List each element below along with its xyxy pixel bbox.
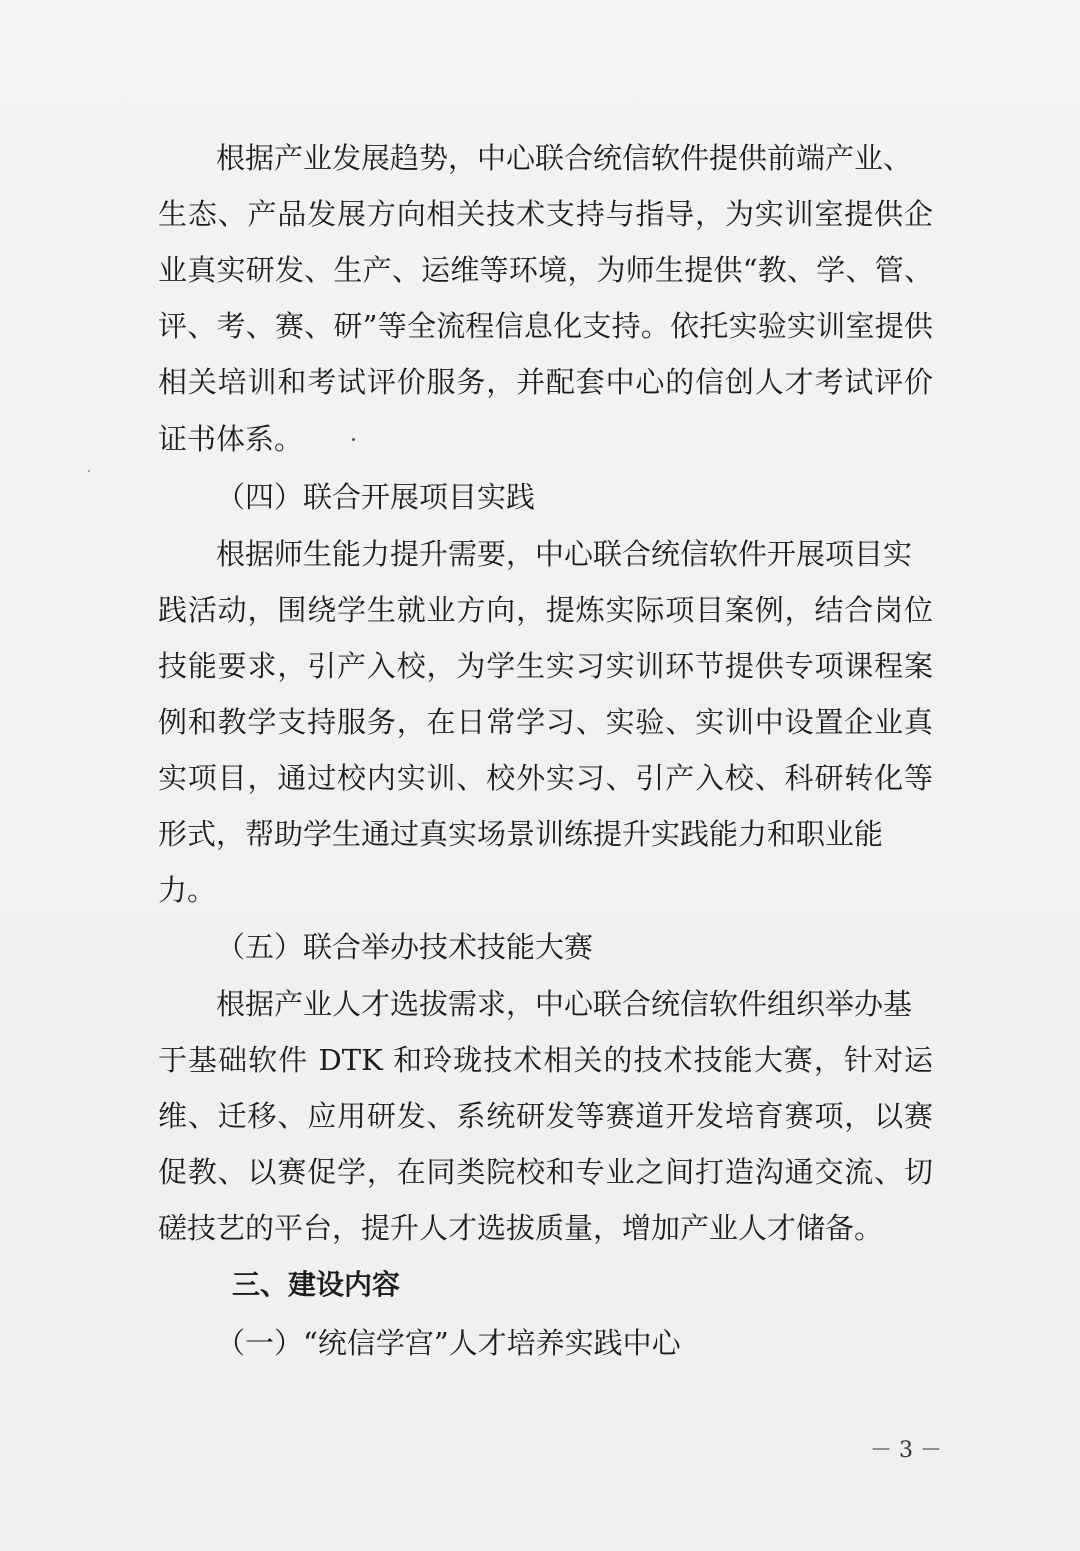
paragraph-line: 例和教学支持服务，在日常学习、实验、实训中设置企业真	[158, 705, 933, 739]
paragraph-line: 业真实研发、生产、运维等环境，为师生提供“教、学、管、	[158, 253, 933, 287]
scan-speck	[352, 438, 355, 441]
paragraph-line: 形式，帮助学生通过真实场景训练提升实践能力和职业能	[158, 817, 884, 851]
paragraph-line: 磋技艺的平台，提升人才选拔质量，增加产业人才储备。	[158, 1211, 884, 1245]
paragraph-line: 根据产业发展趋势，中心联合统信软件提供前端产业、	[216, 141, 913, 175]
chapter-heading: 三、建设内容	[232, 1268, 401, 1301]
paragraph-line: 证书体系。	[158, 422, 304, 456]
paragraph-line: 生态、产品发展方向相关技术支持与指导，为实训室提供企	[158, 197, 933, 231]
paragraph-line: 评、考、赛、研”等全流程信息化支持。依托实验实训室提供	[158, 309, 933, 343]
paragraph-line: 实项目，通过校内实训、校外实习、引产入校、科研转化等	[158, 761, 933, 795]
scan-speck	[88, 470, 90, 472]
paragraph-line: 根据师生能力提升需要，中心联合统信软件开展项目实	[216, 537, 913, 571]
section-heading: （五）联合举办技术技能大赛	[216, 930, 594, 964]
paragraph-line: 力。	[158, 873, 217, 907]
paragraph-line: 于基础软件 DTK 和玲珑技术相关的技术技能大赛，针对运	[158, 1043, 933, 1077]
section-heading: （四）联合开展项目实践	[216, 480, 536, 514]
paragraph-line: 根据产业人才选拔需求，中心联合统信软件组织举办基	[216, 987, 913, 1021]
paragraph-line: 维、迁移、应用研发、系统研发等赛道开发培育赛项，以赛	[158, 1099, 933, 1133]
paragraph-line: 相关培训和考试评价服务，并配套中心的信创人才考试评价	[158, 365, 933, 399]
paragraph-line: 促教、以赛促学，在同类院校和专业之间打造沟通交流、切	[158, 1155, 933, 1189]
paragraph-line: 践活动，围绕学生就业方向，提炼实际项目案例，结合岗位	[158, 593, 933, 627]
subsection-heading: （一）“统信学宫”人才培养实践中心	[216, 1326, 681, 1360]
paragraph-line: 技能要求，引产入校，为学生实习实训环节提供专项课程案	[158, 649, 933, 683]
page-number: － 3 －	[870, 1438, 942, 1463]
